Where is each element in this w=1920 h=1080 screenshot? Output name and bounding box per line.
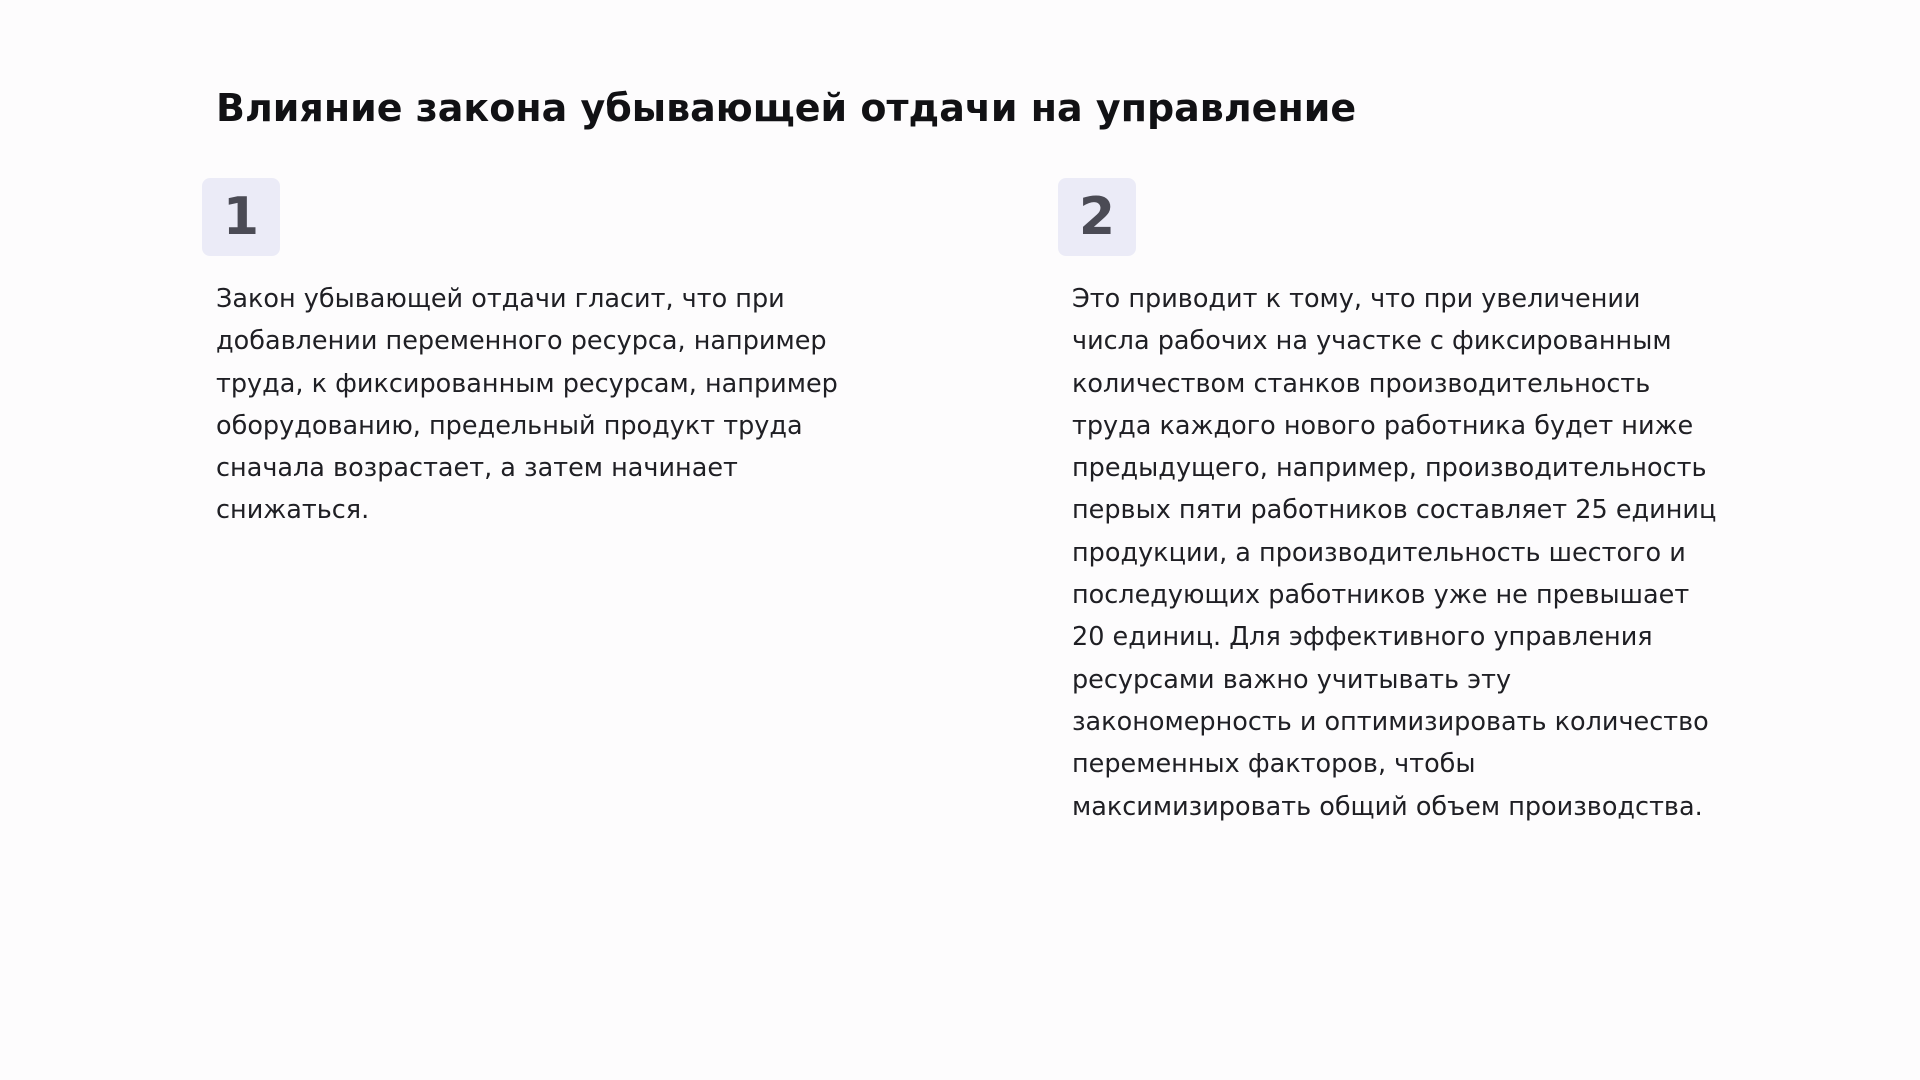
- step-column-2: [1058, 178, 1718, 828]
- step-number-badge-1: 1: [202, 178, 280, 256]
- step-number-badge-2: 2: [1058, 178, 1136, 256]
- step-column-1: [202, 178, 862, 532]
- step-text-2: Это приводит к тому, что при увеличении числа рабочих на участке с фиксированным количеством станков производительность труда каждого нового работника будет ниже предыдущего, например, производительность первых пяти работников составляет 25 единиц продукции, а производительность шестого и последующих работников уже не превышает 20 единиц. Для эффективного управления ресурсами важно учитывать эту закономерность и оптимизировать количество переменных факторов, чтобы максимизировать общий объем производства.: [1072, 284, 1717, 822]
- slide-title: Влияние закона убывающей отдачи на управление: [216, 86, 1357, 130]
- step-text-1: Закон убывающей отдачи гласит, что при добавлении переменного ресурса, например труда, к фиксированным ресурсам, например оборудованию, предельный продукт труда сначала возрастает, а затем начинает снижаться.: [216, 284, 838, 526]
